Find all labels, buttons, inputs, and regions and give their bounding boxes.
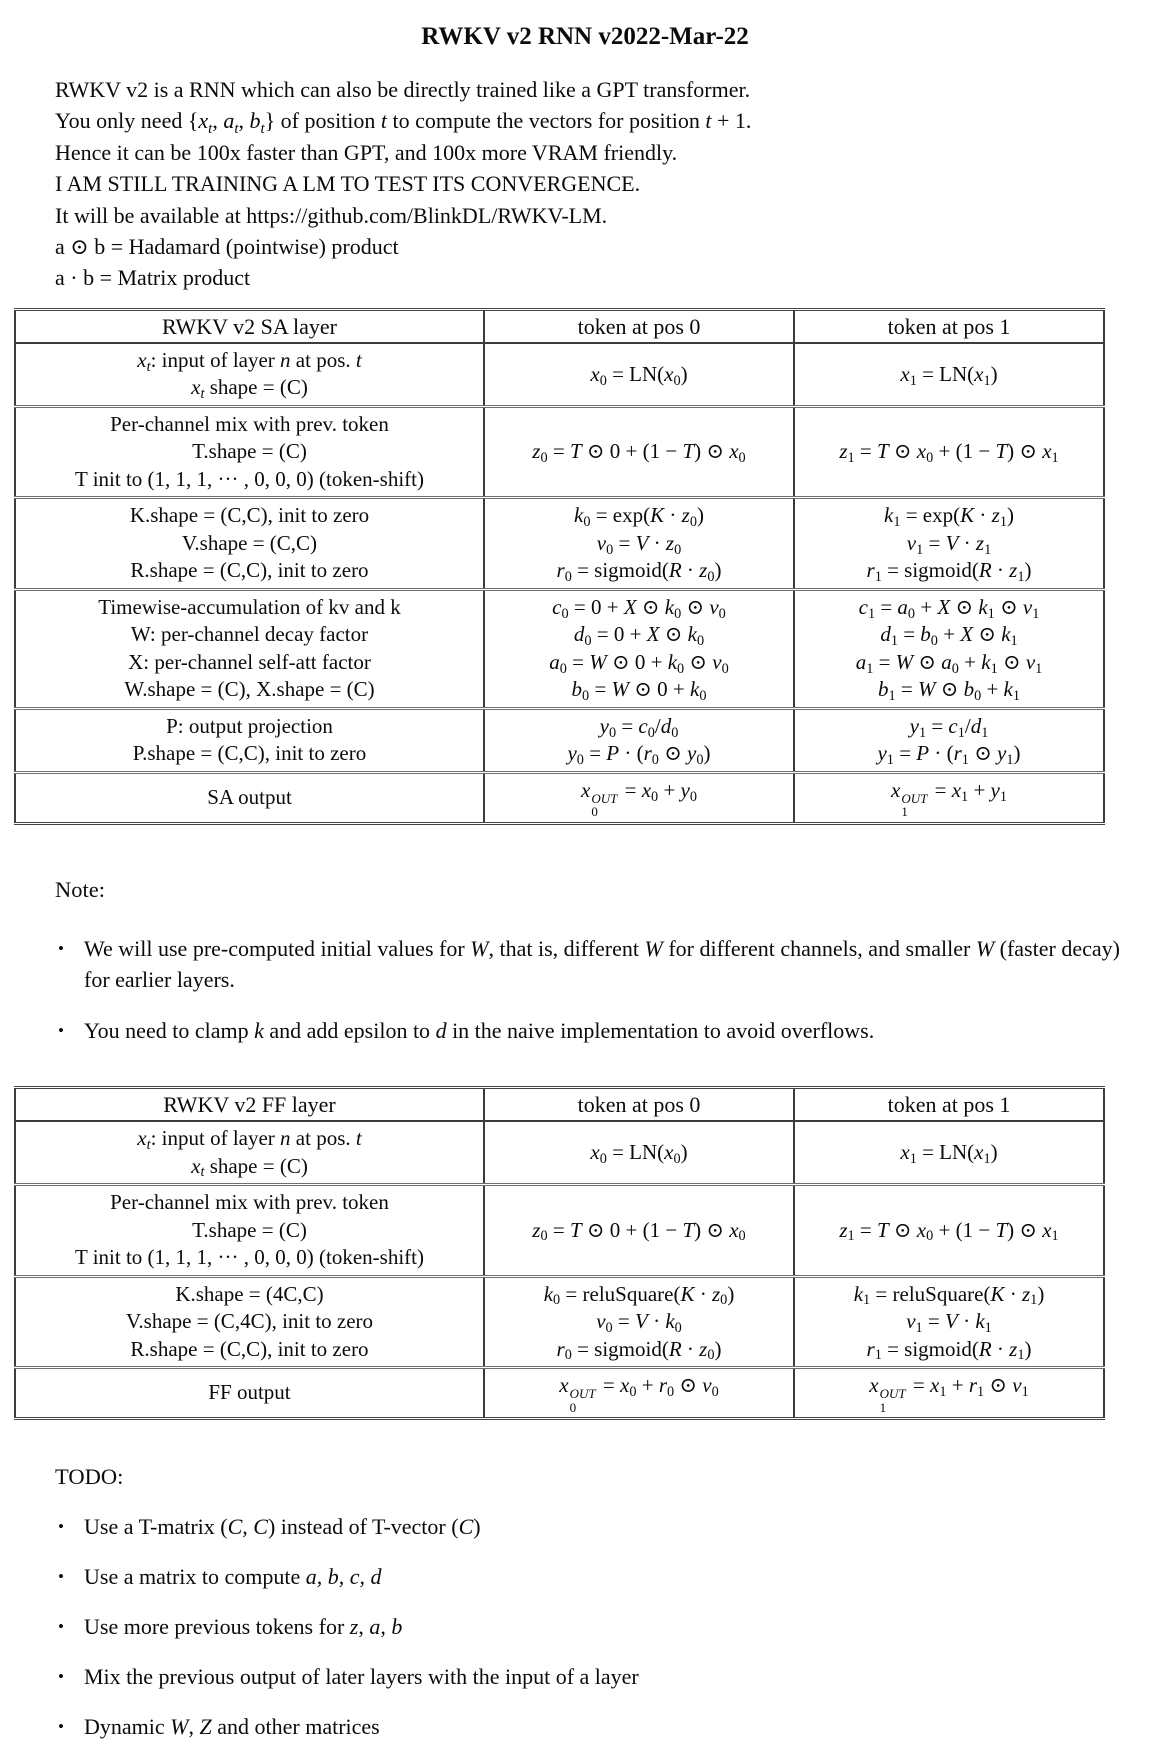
formula-cell-pos0: $x_0 = LN(x_0)$ (484, 343, 794, 407)
todo-bullet-item (58, 1512, 1144, 1542)
todo-bullet-text: Use a T-matrix (C, C) instead of T-vector (C) (84, 1514, 481, 1540)
sa-col-header-pos1: token at pos 1 (794, 309, 1104, 343)
ff-col-header-pos0: token at pos 0 (484, 1088, 794, 1122)
sa-layer-table (14, 308, 1105, 825)
intro-line: You only need {$x_t$, $a_t$, $b_t$} of position t to compute the vectors for position t + 1. (55, 108, 752, 137)
sa-table-title-cell: RWKV v2 SA layer (15, 309, 484, 343)
formula-cell-pos1: $x_1 = LN(x_1)$ (794, 343, 1104, 407)
todo-bullet-text: Dynamic W, Z and other matrices (84, 1714, 380, 1740)
sa-table-header-row (15, 309, 1104, 343)
row-label-cell: Per-channel mix with prev. token T.shape = (C) T init to (1, 1, 1, ··· , 0, 0, 0) (token-shift) (15, 406, 484, 498)
formula-cell-pos0: $k_0 = \exp(K \cdot z_0)$ $v_0 = V \cdot z_0$ $r_0$ = sigmoid(R · $z_0$) (484, 498, 794, 590)
sa-output-row (15, 772, 1104, 823)
note-heading: Note: (55, 877, 105, 902)
formula-cell-pos0: $z_0 = T$ ⊙ 0 + (1 − T) ⊙ $x_0$ (484, 406, 794, 498)
formula-cell-pos0: $x_0 = LN(x_0)$ (484, 1121, 794, 1185)
row-label-cell: FF output (15, 1368, 484, 1419)
intro-line: RWKV v2 is a RNN which can also be directly trained like a GPT transformer. (55, 77, 751, 102)
row-label-cell: SA output (15, 772, 484, 823)
bullet-icon (58, 1562, 84, 1592)
ff-output-row (15, 1368, 1104, 1419)
bullet-icon (58, 1712, 84, 1742)
page-title: RWKV v2 RNN v2022-Mar-22 (421, 23, 749, 50)
intro-line-repo-url: It will be available at https://github.com/BlinkDL/RWKV-LM. (55, 202, 608, 228)
note-bullet-text: You need to clamp k and add epsilon to d in the naive implementation to avoid overflows. (84, 1018, 875, 1043)
todo-bullet-text: Use more previous tokens for z, a, b (84, 1614, 403, 1640)
todo-bullet-item (58, 1662, 1144, 1692)
note-bullet-item (58, 933, 1144, 995)
bullet-icon (58, 1512, 84, 1542)
formula-cell-pos1: $z_1 = T$ ⊙ $x_0 + (1 - T)$ ⊙ $x_1$ (794, 1185, 1104, 1277)
formula-cell-pos0: x OUT 0 = $x_0 + y_0$ (484, 772, 794, 823)
formula-cell-pos1: $z_1 = T$ ⊙ $x_0 + (1 - T)$ ⊙ $x_1$ (794, 406, 1104, 498)
ff-table-title-cell: RWKV v2 FF layer (15, 1088, 484, 1122)
bullet-icon (58, 1015, 84, 1046)
row-label-cell: K.shape = (C,C), init to zero V.shape = (C,C) R.shape = (C,C), init to zero (15, 498, 484, 590)
table-row (15, 406, 1104, 498)
table-row (15, 343, 1104, 407)
ff-table-header-row (15, 1088, 1104, 1122)
formula-cell-pos1: $x_1 = LN(x_1)$ (794, 1121, 1104, 1185)
row-label-cell: K.shape = (4C,C) V.shape = (C,4C), init to zero R.shape = (C,C), init to zero (15, 1276, 484, 1368)
formula-cell-pos1: x OUT 1 = $x_1 + r_1$ ⊙ $v_1$ (794, 1368, 1104, 1419)
intro-line-hadamard-def: a ⊙ b = Hadamard (pointwise) product (55, 234, 399, 260)
todo-bullet-item (58, 1612, 1144, 1642)
bullet-icon (58, 1612, 84, 1642)
intro-line-matrix-def: a · b = Matrix product (55, 265, 251, 291)
formula-cell-pos1: $k_1 = \exp(K \cdot z_1)$ $v_1 = V \cdot z_1$ $r_1$ = sigmoid(R · $z_1$) (794, 498, 1104, 590)
formula-cell-pos0: $z_0 = T$ ⊙ 0 + (1 − T) ⊙ $x_0$ (484, 1185, 794, 1277)
todo-bullet-item (58, 1562, 1144, 1592)
formula-cell-pos0: x OUT 0 = $x_0 + r_0$ ⊙ $v_0$ (484, 1368, 794, 1419)
intro-line: Hence it can be 100x faster than GPT, and 100x more VRAM friendly. (55, 139, 678, 165)
formula-cell-pos0: $k_0$ = reluSquare(K · $z_0$) $v_0 = V \cdot k_0$ $r_0$ = sigmoid(R · $z_0$) (484, 1276, 794, 1368)
formula-cell-pos1: x OUT 1 = $x_1 + y_1$ (794, 772, 1104, 823)
formula-cell-pos1: $y_1 = c_1/d_1$ $y_1 = P \cdot (r_1$ ⊙ $y_1$) (794, 708, 1104, 772)
intro-paragraph (55, 74, 1110, 294)
row-label-cell: $x_t$: input of layer n at pos. t $x_t$ shape = (C) (15, 1121, 484, 1185)
formula-cell-pos0: $c_0 = 0 + X$ ⊙ $k_0$ ⊙ $v_0$ $d_0 = 0 + X$ ⊙ $k_0$ $a_0 = W$ ⊙ $0 + k_0$ ⊙ $v_0$ $b_0 = W$ ⊙ $0 + k_0$ (484, 589, 794, 708)
intro-line: I AM STILL TRAINING A LM TO TEST ITS CONVERGENCE. (55, 171, 641, 197)
table-row (15, 1185, 1104, 1277)
row-label-cell: P: output projection P.shape = (C,C), init to zero (15, 708, 484, 772)
table-row (15, 498, 1104, 590)
formula-cell-pos0: $y_0 = c_0/d_0$ $y_0 = P \cdot (r_0$ ⊙ $y_0$) (484, 708, 794, 772)
ff-layer-table (14, 1086, 1105, 1420)
todo-bullet-text: Use a matrix to compute a, b, c, d (84, 1564, 382, 1590)
bullet-icon (58, 933, 84, 995)
note-bullet-text: We will use pre-computed initial values for W, that is, different W for different channels, and smaller W (faster decay) for earlier layers. (84, 936, 1120, 992)
bullet-icon (58, 1662, 84, 1692)
todo-bullet-item (58, 1712, 1144, 1742)
table-row (15, 589, 1104, 708)
todo-heading: TODO: (55, 1464, 124, 1490)
row-label-cell: Timewise-accumulation of kv and k W: per-channel decay factor X: per-channel self-att factor W.shape = (C), X.shape = (C) (15, 589, 484, 708)
table-row (15, 1121, 1104, 1185)
table-row (15, 1276, 1104, 1368)
row-label-cell: $x_t$: input of layer n at pos. t $x_t$ shape = (C) (15, 343, 484, 407)
note-bullet-item (58, 1015, 1144, 1046)
table-row (15, 708, 1104, 772)
sa-col-header-pos0: token at pos 0 (484, 309, 794, 343)
ff-col-header-pos1: token at pos 1 (794, 1088, 1104, 1122)
row-label-cell: Per-channel mix with prev. token T.shape = (C) T init to (1, 1, 1, ··· , 0, 0, 0) (token-shift) (15, 1185, 484, 1277)
todo-bullet-text: Mix the previous output of later layers with the input of a layer (84, 1664, 639, 1690)
formula-cell-pos1: $k_1$ = reluSquare(K · $z_1$) $v_1 = V \cdot k_1$ $r_1$ = sigmoid(R · $z_1$) (794, 1276, 1104, 1368)
formula-cell-pos1: $c_1 = a_0 + X$ ⊙ $k_1$ ⊙ $v_1$ $d_1 = b_0 + X$ ⊙ $k_1$ $a_1 = W$ ⊙ $a_0 + k_1$ ⊙ $v_1$ $b_1 = W$ ⊙ $b_0 + k_1$ (794, 589, 1104, 708)
